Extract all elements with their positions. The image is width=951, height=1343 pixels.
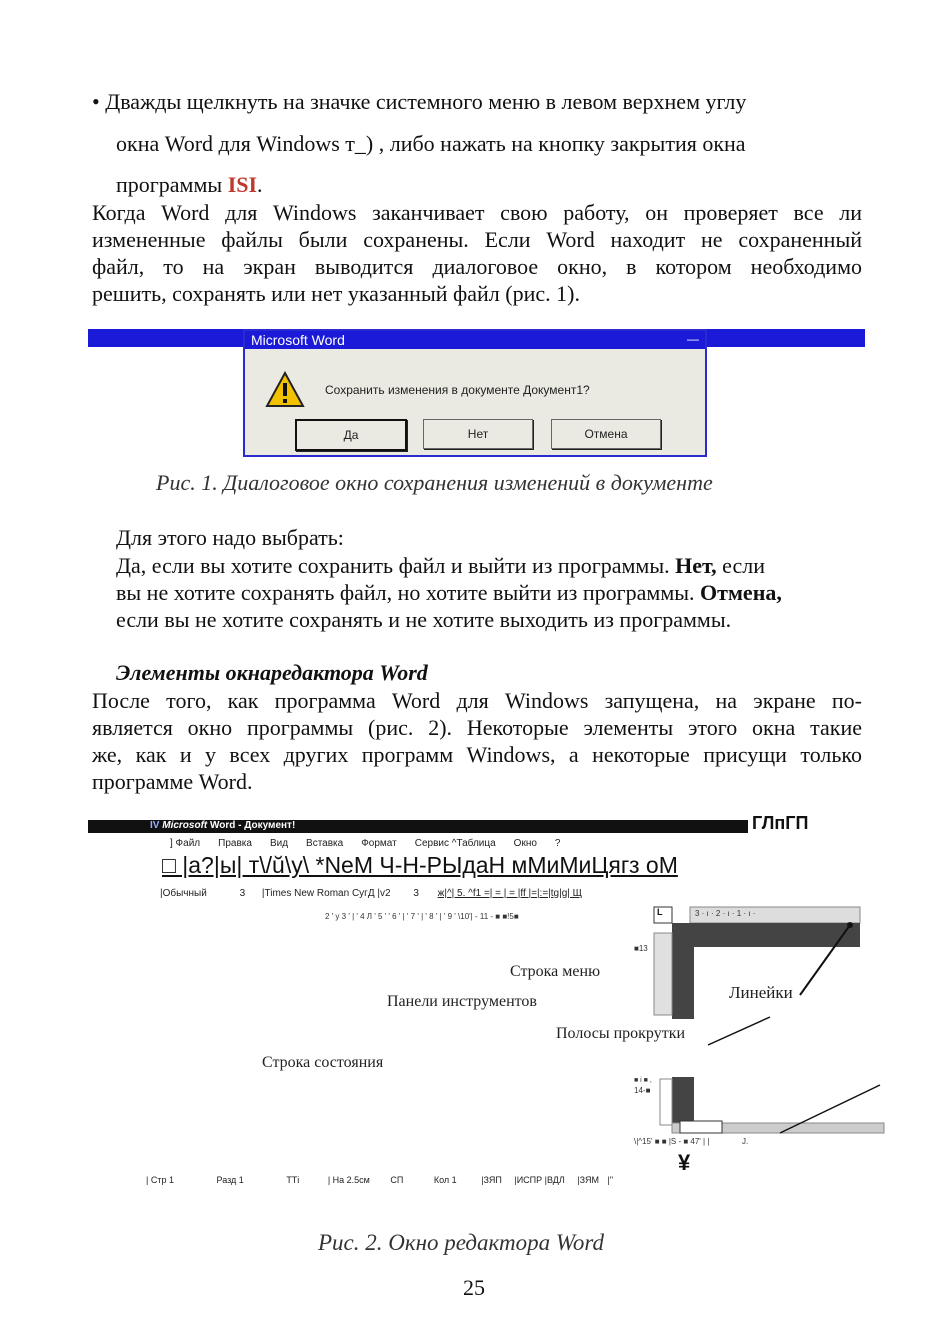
scroll-status-text: \|^15' ■ ■ |S - ■ 47' | |	[634, 1137, 710, 1146]
no-option: Нет,	[675, 553, 717, 578]
para3-intro: Для этого надо выбрать:	[116, 525, 344, 550]
text: программы	[116, 172, 228, 197]
label-scrollbars: Полосы прокрутки	[556, 1025, 686, 1042]
label-status: Строка состояния	[262, 1054, 384, 1071]
status-position: | На 2.5см	[327, 1175, 370, 1185]
bullet-line-1: • Дважды щелкнуть на значке системного меню в левом верхнем углу	[92, 89, 747, 114]
menu-item-view[interactable]: Вид	[269, 838, 289, 849]
no-button[interactable]: Нет	[423, 419, 533, 449]
vertical-ruler-mark: ■ i ■ ,	[634, 1077, 652, 1084]
status-rec[interactable]: |ЗЯП	[481, 1175, 502, 1185]
text: .	[257, 172, 263, 197]
para2-line3: файл, то на экран выводится диалоговое окно, в котором необходимо	[92, 254, 862, 279]
para3-line1: Да, если вы хотите сохранить файл и выйти из программы. Нет, если	[116, 553, 765, 578]
label-toolbars: Панели инструментов	[387, 993, 537, 1010]
status-page: | Стр 1	[146, 1175, 174, 1185]
menu-item-insert[interactable]: Вставка	[306, 838, 344, 849]
section-heading: Элементы окнаредактора Word	[116, 660, 428, 685]
tab-selector-icon[interactable]: L	[657, 907, 663, 917]
ruler-right-text: 3 · ı · 2 · ı · 1 · ı ·	[695, 909, 756, 918]
bullet-line-2: окна Word для Windows т_) , либо нажать на кнопку закрытия окна	[116, 131, 746, 156]
window-controls[interactable]: ГЛпГП	[752, 813, 809, 833]
menu-item-file[interactable]: ] Файл	[170, 838, 201, 849]
format-buttons[interactable]: ж|^| 5. ^f1 =| = | = |ff |=|:=|tg|g| Щ	[437, 888, 583, 899]
menu-item-help[interactable]: ?	[554, 838, 561, 849]
page-number: 25	[463, 1275, 485, 1300]
close-button-ref: ISI	[227, 172, 258, 197]
vertical-ruler-number-2: 14-■	[634, 1086, 651, 1095]
para4-line4: программе Word.	[92, 769, 253, 794]
figure-caption-2: Рис. 2. Окно редактора Word	[318, 1230, 605, 1255]
style-select[interactable]: |Обычный	[160, 888, 207, 899]
yes-button[interactable]: Да	[295, 419, 407, 451]
status-language: |"	[607, 1175, 614, 1185]
scroll-j: J.	[742, 1137, 749, 1146]
word-title: IV Microsoft Word - Документ!	[150, 820, 296, 831]
label-menu-row: Строка меню	[510, 963, 601, 980]
dialog-title: Microsoft Word	[245, 331, 705, 349]
warning-icon	[265, 371, 305, 409]
status-trk-ext[interactable]: |ИСПР |ВДЛ	[514, 1175, 565, 1185]
para3-line2: вы не хотите сохранять файл, но хотите выйти из программы. Отмена,	[116, 580, 782, 605]
horizontal-ruler[interactable]: 2 ' у 3 ' | ' 4 Л ' 5 ' ' 6 ' | ' 7 ' | ' 8 ' | ' 9 ' \10'| - 11 - ■ ■!5■	[325, 912, 519, 921]
status-bar	[146, 1175, 613, 1185]
font-size-select[interactable]: 3	[413, 888, 419, 899]
para2-line1: Когда Word для Windows заканчивает свою работу, он проверяет все ли	[92, 200, 862, 225]
menu-item-tools-table[interactable]: Сервис ^Таблица	[414, 838, 496, 849]
status-line: СП	[390, 1175, 404, 1185]
menu-bar	[170, 838, 578, 849]
para3-line3: если вы не хотите сохранять и не хотите выходить из программы.	[116, 607, 732, 632]
format-toolbar	[160, 888, 582, 899]
standard-toolbar[interactable]: □ |а?|ы| т\/ŭ\у\ *NeM Ч-Н-РЫдаН мМиМиЦягз оМ	[162, 852, 678, 878]
para4-line1: После того, как программа Word для Windows запущена, на экране по-	[92, 688, 862, 713]
yen-mark: ¥	[678, 1150, 691, 1175]
status-pages: ТТі	[286, 1175, 300, 1185]
style-dropdown-icon[interactable]: 3	[239, 888, 246, 899]
cancel-button[interactable]: Отмена	[551, 419, 661, 449]
status-section: Разд 1	[216, 1175, 244, 1185]
vertical-ruler-number: ■13	[634, 944, 648, 953]
para4-line3: же, как и у всех других программ Windows, а некоторые присущи только	[92, 742, 862, 767]
font-select[interactable]: |Times New Roman СугД |v2	[261, 888, 391, 899]
menu-item-format[interactable]: Формат	[361, 838, 397, 849]
figure-caption-1: Рис. 1. Диалоговое окно сохранения изменений в документе	[156, 470, 713, 495]
close-icon[interactable]: —	[687, 332, 699, 346]
para2-line2: измененные файлы были сохранены. Если Word находит не сохраненный	[92, 227, 862, 252]
bullet-line-3	[116, 171, 263, 198]
menu-item-window[interactable]: Окно	[513, 838, 537, 849]
save-dialog	[243, 329, 707, 457]
label-rulers: Линейки	[729, 983, 793, 1002]
cancel-option: Отмена,	[700, 580, 782, 605]
dialog-message: Сохранить изменения в документе Документ1?	[325, 383, 590, 397]
para2-line4: решить, сохранять или нет указанный файл (рис. 1).	[92, 281, 580, 306]
status-column: Кол 1	[433, 1175, 457, 1185]
menu-item-edit[interactable]: Правка	[218, 838, 252, 849]
status-ovr[interactable]: |ЗЯМ	[577, 1175, 599, 1185]
para4-line2: является окно программы (рис. 2). Некоторые элементы этого окна такие	[92, 715, 862, 740]
